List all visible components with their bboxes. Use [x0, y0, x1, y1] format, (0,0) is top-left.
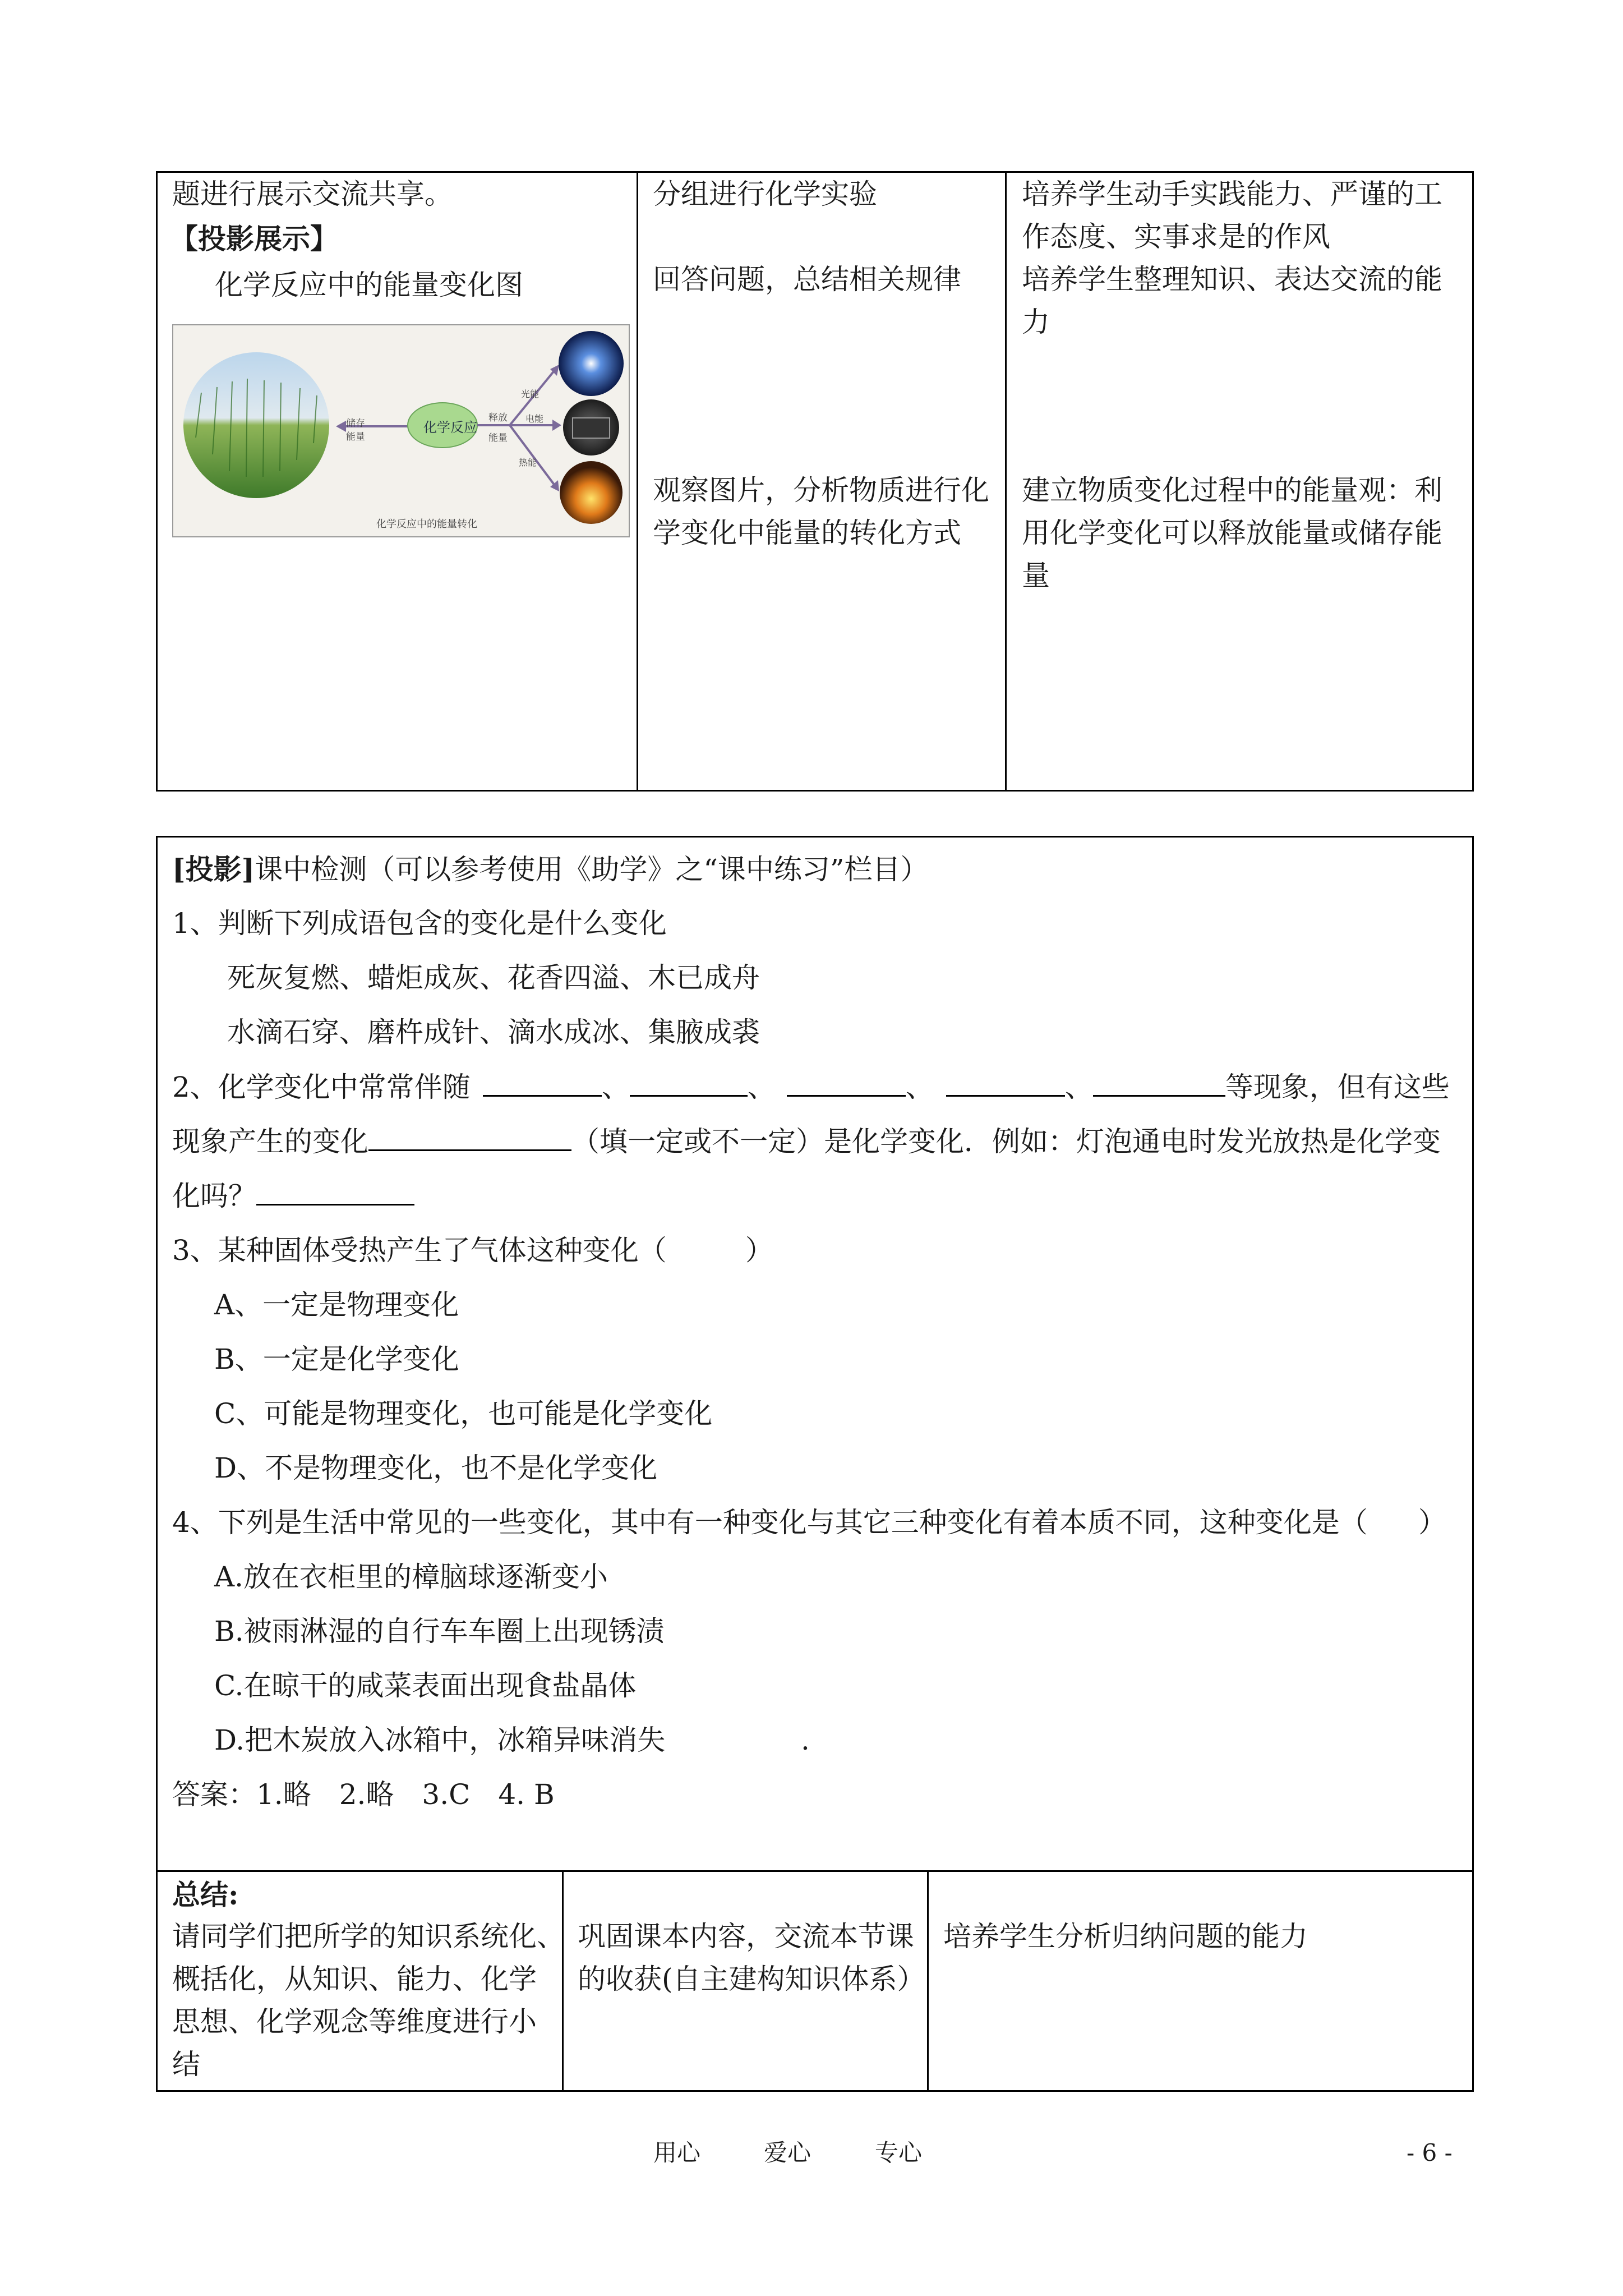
question-2-start: 2、化学变化中常常伴随 — [172, 1071, 471, 1103]
question-3-option-a: A、一定是物理变化 — [214, 1289, 459, 1321]
answer-blank-5[interactable] — [1093, 1070, 1225, 1097]
student-activity-2: 回答问题，总结相关规律 — [653, 263, 961, 296]
summary-col2-line-2: 的收获(自主建构知识体系） — [578, 1963, 925, 1995]
question-2-sep: 、 — [905, 1071, 934, 1103]
question-2-line-2-start: 现象产生的变化 — [172, 1125, 368, 1158]
table-divider-1 — [637, 171, 638, 792]
question-2 — [172, 1070, 1450, 1104]
question-3-option-c: C、可能是物理变化，也可能是化学变化 — [214, 1397, 713, 1430]
fire-image — [560, 461, 623, 524]
student-activity-3: 观察图片，分析物质进行化 — [653, 474, 989, 507]
table-border-top — [156, 171, 1474, 173]
answers-line: 答案：1.略 2.略 3.C 4. B — [172, 1778, 555, 1811]
question-2-end: 等现象，但有这些 — [1225, 1071, 1450, 1103]
answer-blank-4[interactable] — [946, 1070, 1065, 1097]
summary-col2-line-1: 巩固课本内容，交流本节课 — [578, 1920, 914, 1953]
question-2-line-3 — [172, 1179, 414, 1213]
summary-col1-line-2: 概括化，从知识、能力、化学 — [172, 1963, 537, 1995]
teacher-activity-text: 题进行展示交流共享。 — [172, 178, 453, 210]
intent-line-3: 培养学生整理知识、表达交流的能 — [1022, 263, 1442, 296]
summary-col1-line-1: 请同学们把所学的知识系统化、 — [172, 1920, 565, 1953]
student-activity-1: 分组进行化学实验 — [653, 178, 877, 210]
question-4-text: 4、下列是生活中常见的一些变化，其中有一种变化与其它三种变化有着本质不同，这种变化是（ — [172, 1506, 1368, 1539]
intent-line-4: 力 — [1022, 306, 1050, 338]
quiz-header — [172, 853, 928, 886]
summary-border-bottom — [156, 2090, 1474, 2092]
answer-blank-3[interactable] — [787, 1070, 906, 1097]
branch-light-label: 光能 — [521, 389, 540, 399]
figure-title: 化学反应中的能量变化图 — [215, 269, 523, 301]
question-4 — [172, 1506, 1446, 1539]
intent-line-7: 量 — [1022, 559, 1050, 592]
question-2-sep: 、 — [1064, 1071, 1093, 1103]
energy-diagram-graphic — [173, 325, 629, 536]
question-2-line-2-end: （填一定或不一定）是化学变化．例如：灯泡通电时发光放热是化学变 — [571, 1125, 1441, 1158]
question-1-line-2: 水滴石穿、磨杵成针、滴水成冰、集腋成裘 — [227, 1016, 760, 1048]
question-1: 1、判断下列成语包含的变化是什么变化 — [172, 907, 667, 940]
summary-heading: 总结: — [172, 1878, 239, 1911]
branch-heat-label: 热能 — [519, 457, 537, 468]
answer-blank-1[interactable] — [483, 1070, 602, 1097]
page-number: - 6 - — [1407, 2139, 1453, 2166]
answer-blank-6[interactable] — [368, 1125, 571, 1151]
intent-line-1: 培养学生动手实践能力、严谨的工 — [1022, 178, 1442, 210]
quiz-header-text: 课中检测（可以参考使用《助学》之“课中练习”栏目） — [255, 853, 929, 886]
question-4-option-c: C.在晾干的咸菜表面出现食盐晶体 — [214, 1669, 637, 1702]
question-3-close: ） — [745, 1234, 773, 1267]
student-activity-4: 学变化中能量的转化方式 — [653, 517, 961, 549]
quiz-header-tag: [投影] — [172, 853, 255, 886]
footer-word-3: 专心 — [875, 2139, 923, 2166]
energy-change-figure — [172, 324, 630, 537]
question-1-line-1: 死灰复燃、蜡炬成灰、花香四溢、木已成舟 — [227, 961, 760, 994]
intent-line-5: 建立物质变化过程中的能量观：利 — [1022, 474, 1442, 507]
question-4-option-b: B.被雨淋湿的自行车车圈上出现锈渍 — [214, 1615, 665, 1648]
question-3-text: 3、某种固体受热产生了气体这种变化（ — [172, 1234, 667, 1267]
question-4-option-a: A.放在衣柜里的樟脑球逐渐变小 — [214, 1561, 608, 1593]
table-divider-2 — [1005, 171, 1007, 792]
answer-blank-7[interactable] — [256, 1179, 414, 1205]
wheat-field-image — [183, 352, 329, 498]
fireworks-image — [559, 331, 624, 396]
question-4-close: ） — [1418, 1506, 1446, 1539]
intent-line-6: 用化学变化可以释放能量或储存能 — [1022, 517, 1442, 549]
center-label: 化学反应 — [423, 420, 477, 435]
question-3-option-d: D、不是物理变化，也不是化学变化 — [214, 1452, 658, 1484]
quiz-border-left — [156, 836, 158, 2092]
footer-word-2: 爱心 — [764, 2139, 811, 2166]
question-2-line-3-text: 化吗？ — [172, 1180, 256, 1212]
figure-caption: 化学反应中的能量转化 — [376, 518, 477, 530]
release-label-1: 释放 — [488, 412, 508, 424]
store-label-2: 能量 — [346, 431, 365, 443]
quiz-border-right — [1472, 836, 1474, 2092]
summary-col3-line-1: 培养学生分析归纳问题的能力 — [943, 1920, 1308, 1953]
summary-divider-2 — [927, 1870, 929, 2092]
store-label-1: 储存 — [346, 418, 365, 429]
footer-word-1: 用心 — [653, 2139, 701, 2166]
summary-divider-1 — [562, 1870, 564, 2092]
branch-electric-label: 电能 — [525, 413, 544, 424]
quiz-summary-divider — [156, 1870, 1474, 1872]
release-label-2: 能量 — [488, 432, 508, 444]
question-2-line-2 — [172, 1125, 1441, 1158]
intent-line-2: 作态度、实事求是的作风 — [1022, 220, 1330, 253]
question-2-sep: 、 — [747, 1071, 776, 1103]
summary-col1-line-3: 思想、化学观念等维度进行小 — [172, 2005, 537, 2038]
question-4-option-d: D.把木炭放入冰箱中，冰箱异味消失 — [214, 1724, 666, 1756]
question-3 — [172, 1234, 773, 1267]
quiz-border-top — [156, 836, 1474, 838]
question-3-option-b: B、一定是化学变化 — [214, 1343, 459, 1375]
projection-heading: 【投影展示】 — [170, 222, 338, 255]
question-2-sep: 、 — [601, 1071, 630, 1103]
table-border-bottom — [156, 790, 1474, 792]
summary-col1-line-4: 结 — [172, 2048, 200, 2081]
table-border-left — [156, 171, 158, 792]
table-border-right — [1472, 171, 1474, 792]
answer-blank-2[interactable] — [630, 1070, 748, 1097]
question-4-trailing-dot: . — [801, 1724, 810, 1756]
